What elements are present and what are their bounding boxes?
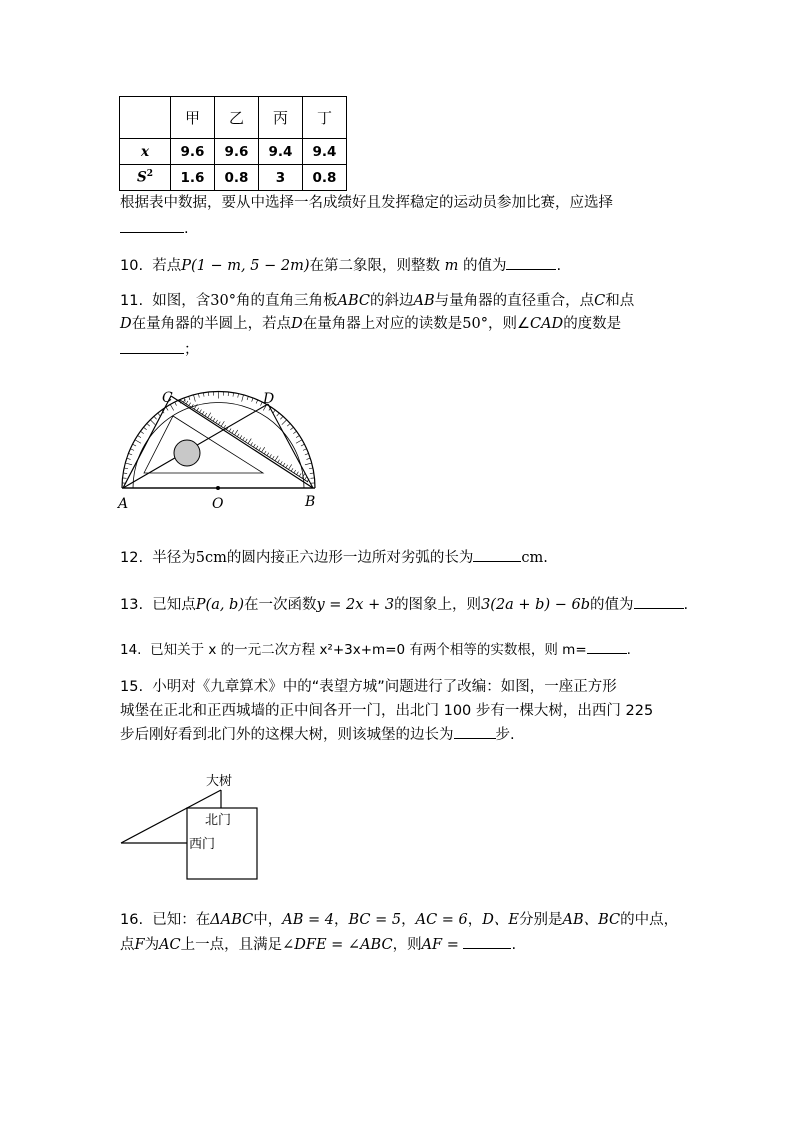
- q9-text: 根据表中数据，要从中选择一名成绩好且发挥稳定的运动员参加比赛，应选择: [120, 195, 613, 211]
- table-header-row: [120, 97, 347, 139]
- ruler-tick: [235, 430, 238, 435]
- q11-line2: D在量角器的半圆上，若点D在量角器上对应的读数是50°，则∠CAD的度数是: [120, 316, 622, 332]
- west-gate-label: 西门: [189, 837, 216, 852]
- answer-blank: [120, 339, 184, 354]
- ruler-tick: [280, 461, 282, 464]
- ruler-tick: [275, 456, 278, 461]
- ruler-tick: [208, 413, 211, 418]
- ruler-tick: [237, 434, 239, 437]
- ruler-tick: [213, 418, 215, 421]
- ruler-tick: [256, 446, 258, 449]
- table-header-cell: 乙: [215, 97, 259, 139]
- q15-line3: 步后刚好看到北门外的这棵大树，则该城堡的边长为 步.: [120, 724, 515, 745]
- protractor-figure: [110, 384, 330, 514]
- ruler-tick: [259, 448, 261, 451]
- segment-db: [268, 404, 313, 488]
- ruler-tick: [294, 470, 296, 473]
- q10-text: 10. 若点P(1 − m, 5 − 2m)在第二象限，则整数 m 的值为 .: [120, 255, 561, 276]
- protractor-tick: [150, 420, 155, 425]
- answer-blank: [587, 639, 627, 654]
- answer-blank: [634, 594, 684, 609]
- protractor-tick: [310, 473, 314, 474]
- protractor-tick: [125, 463, 132, 465]
- ruler-tick: [264, 451, 266, 454]
- label-o: O: [212, 496, 224, 512]
- ruler-tick: [194, 404, 197, 409]
- answer-blank: [506, 255, 556, 270]
- ruler-tick: [245, 439, 247, 442]
- table-header-cell: 甲: [171, 97, 215, 139]
- castle-figure: [118, 768, 263, 883]
- label-d: D: [263, 391, 275, 407]
- q15-line1: 15. 小明对《九章算术》中的“表望方城”问题进行了改编：如图，一座正方形: [120, 679, 617, 695]
- protractor-tick: [242, 395, 244, 402]
- protractor-tick: [305, 453, 309, 454]
- ruler-tick: [197, 408, 199, 411]
- ruler-tick: [205, 413, 207, 416]
- protractor-tick: [282, 420, 287, 425]
- protractor-tick: [154, 416, 157, 419]
- protractor-tick: [135, 440, 141, 444]
- table-cell: 9.4: [303, 139, 347, 165]
- q16-line1: 16. 已知：在ΔABC中，AB = 4，BC = 5，AC = 6，D、E分别是AB、BC的中点，: [120, 912, 679, 928]
- label-a: A: [118, 496, 129, 512]
- ruler-tick: [218, 422, 220, 425]
- ruler-tick: [224, 425, 226, 428]
- protractor-tick: [130, 449, 134, 451]
- label-c: C: [162, 390, 173, 406]
- ruler-tick: [297, 472, 299, 475]
- table-cell: 9.6: [215, 139, 259, 165]
- label-b: B: [305, 494, 316, 510]
- table-header-cell: [120, 97, 171, 139]
- answer-blank: [463, 934, 511, 949]
- protractor-tick: [127, 458, 131, 459]
- protractor-tick: [293, 431, 296, 433]
- table-header-cell: 丁: [303, 97, 347, 139]
- protractor-tick: [238, 394, 239, 398]
- ruler-tick: [299, 473, 301, 476]
- q12-text: 12. 半径为5cm的圆内接正六边形一边所对劣弧的长为 cm.: [120, 547, 548, 568]
- center-point: [216, 486, 220, 490]
- ruler-tick: [278, 460, 280, 463]
- ruler-tick: [248, 439, 251, 444]
- protractor-tick: [247, 396, 248, 400]
- ruler-tick: [200, 410, 202, 413]
- table-cell: 0.8: [215, 165, 259, 191]
- q13-text: 13. 已知点P(a, b)在一次函数y = 2x + 3的图象上，则3(2a + b) − 6b的值为 .: [120, 594, 688, 615]
- table-cell: 9.6: [171, 139, 215, 165]
- row-label-variance: $S^2$: [120, 165, 171, 191]
- stats-table: [119, 96, 347, 191]
- protractor-tick: [301, 444, 305, 446]
- protractor-tick: [128, 453, 132, 454]
- protractor-tick: [147, 423, 150, 426]
- ruler-tick: [305, 477, 307, 480]
- ruler-tick: [232, 430, 234, 433]
- protractor-tick: [277, 413, 280, 416]
- protractor-tick: [256, 400, 258, 404]
- table-cell: 1.6: [171, 165, 215, 191]
- protractor-tick: [287, 423, 290, 426]
- gray-circle: [174, 440, 200, 466]
- ruler-tick: [243, 437, 245, 440]
- protractor-tick: [280, 416, 283, 419]
- answer-blank: [473, 547, 521, 562]
- protractor-tick: [175, 402, 177, 406]
- protractor-tick: [233, 393, 234, 397]
- protractor-tick: [309, 468, 313, 469]
- ruler-tick: [240, 435, 242, 438]
- ruler-tick: [270, 454, 272, 457]
- table-row: [120, 139, 347, 165]
- protractor-tick: [166, 407, 168, 410]
- protractor-tick: [123, 473, 127, 474]
- protractor-tick: [303, 449, 307, 451]
- protractor-tick: [144, 427, 147, 430]
- table-cell: 9.4: [259, 139, 303, 165]
- ruler-tick: [286, 465, 288, 468]
- protractor-tick: [140, 431, 143, 433]
- protractor-tick: [296, 440, 302, 444]
- q16-line2: 点F为AC上一点，且满足∠DFE = ∠ABC，则AF = .: [120, 934, 516, 955]
- protractor-tick: [290, 427, 293, 430]
- answer-blank: [120, 218, 184, 233]
- tree-label: 大树: [206, 774, 233, 789]
- q11-line1: 11. 如图，含30°角的直角三角板ABC的斜边AB与量角器的直径重合，点C和点: [120, 293, 635, 309]
- ruler-tick: [202, 411, 204, 414]
- triangle-abc: [123, 396, 313, 488]
- protractor-tick: [305, 463, 312, 465]
- q11-line3: ；: [120, 339, 199, 360]
- q9-answer-line: .: [120, 218, 189, 239]
- ruler-tick: [253, 444, 255, 447]
- protractor-arc: [122, 392, 315, 488]
- table-row: [120, 165, 347, 191]
- ruler-tick: [216, 420, 218, 423]
- protractor-tick: [189, 396, 190, 400]
- protractor-tick: [124, 468, 128, 469]
- ruler-tick: [210, 416, 212, 419]
- protractor-tick: [252, 398, 253, 402]
- table-cell: 3: [259, 165, 303, 191]
- table-cell: 0.8: [303, 165, 347, 191]
- protractor-tick: [194, 395, 196, 402]
- ruler-edge: [180, 400, 308, 482]
- answer-blank: [454, 724, 496, 739]
- ruler-tick: [272, 456, 274, 459]
- row-label-mean: x: [120, 139, 171, 165]
- ruler-tick: [186, 401, 188, 404]
- ruler-tick: [267, 453, 269, 456]
- ruler-tick: [229, 429, 231, 432]
- protractor-tick: [133, 444, 137, 446]
- table-header-cell: 丙: [259, 97, 303, 139]
- q14-text: 14. 已知关于 x 的一元二次方程 x²+3x+m=0 有两个相等的实数根，则 m= .: [120, 639, 631, 660]
- ruler-tick: [283, 463, 285, 466]
- protractor-tick: [296, 435, 299, 437]
- ruler-tick: [288, 464, 291, 469]
- protractor-tick: [158, 413, 161, 416]
- protractor-tick: [203, 393, 204, 397]
- q15-line2: 城堡在正北和正西城墙的正中间各开一门，出北门 100 步有一棵大树，出西门 225: [120, 703, 654, 719]
- ruler-tick: [262, 447, 265, 452]
- protractor-tick: [198, 394, 199, 398]
- north-gate-label: 北门: [205, 813, 232, 828]
- ruler-tick: [251, 442, 253, 445]
- ruler-tick: [221, 421, 224, 426]
- protractor-tick: [306, 458, 310, 459]
- ruler-tick: [189, 403, 191, 406]
- protractor-tick: [138, 435, 141, 437]
- ruler-tick: [291, 468, 293, 471]
